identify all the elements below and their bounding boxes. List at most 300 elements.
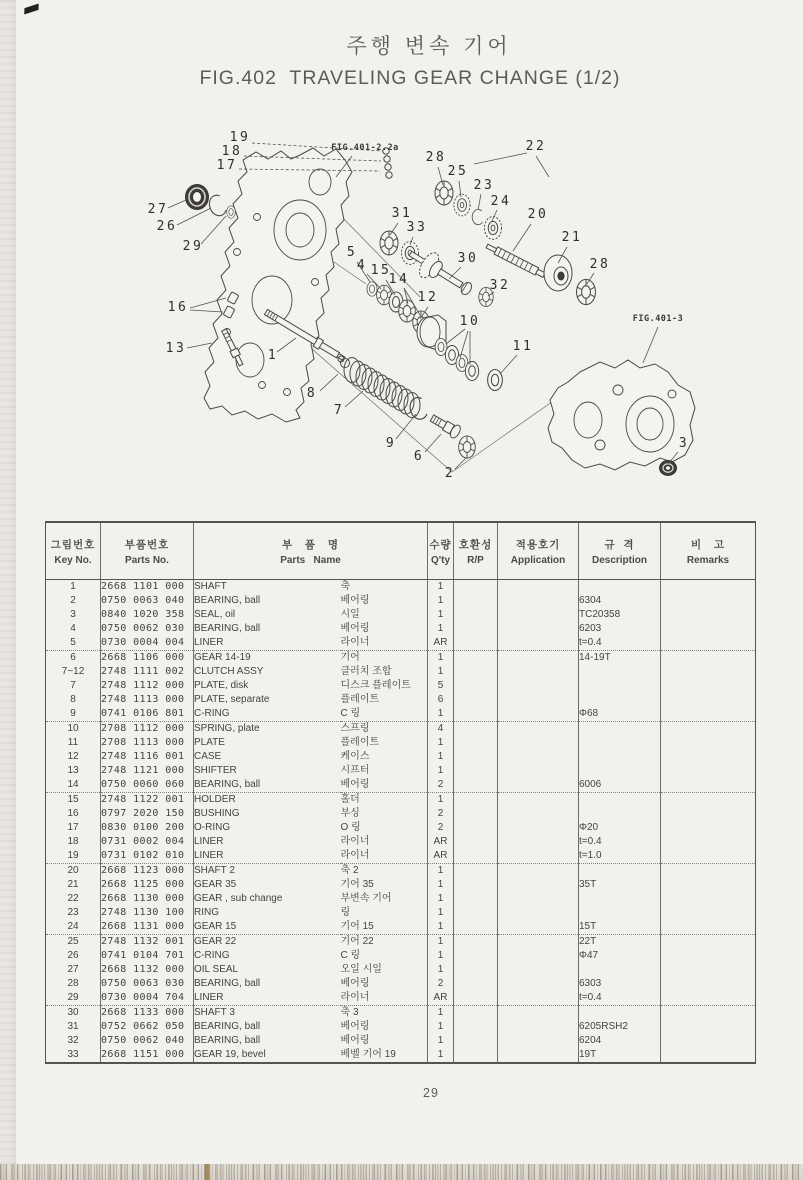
cell-description [579, 693, 661, 707]
cell-remarks [661, 636, 756, 651]
cell-application [498, 835, 579, 849]
cell-part_no: 2668 1106 000 [101, 651, 194, 666]
callout-11: 11 [512, 339, 534, 354]
table-row [46, 594, 756, 608]
cell-part_no: 0840 1020 358 [101, 608, 194, 622]
cell-part_no: 2748 1121 000 [101, 764, 194, 778]
cell-name_ko: 기어 [340, 652, 360, 663]
table-row [46, 679, 756, 693]
cell-part_no: 0797 2020 150 [101, 807, 194, 821]
cell-rp [454, 594, 498, 608]
cell-description: 6304 [579, 594, 661, 608]
cell-rp [454, 764, 498, 778]
cell-part_no: 2748 1112 000 [101, 679, 194, 693]
callout-14: 14 [388, 272, 410, 287]
cell-part_no: 0752 0662 050 [101, 1020, 194, 1034]
callout-24: 24 [490, 194, 512, 209]
cell-application [498, 651, 579, 666]
callout-21: 21 [561, 230, 583, 245]
cell-name_en: PLATE, disk [194, 679, 341, 693]
cell-name_en: BEARING, ball [194, 594, 341, 608]
cell-rp [454, 651, 498, 666]
cell-description [579, 963, 661, 977]
callout-29: 29 [182, 239, 204, 254]
cell-qty: 1 [428, 580, 454, 595]
cell-name_ko: 베어링 [340, 595, 370, 606]
cell-key: 9 [46, 707, 101, 722]
table-row [46, 750, 756, 764]
cell-key: 4 [70, 623, 76, 634]
cell-rp [454, 580, 498, 595]
part-bevel-gear-33 [401, 242, 418, 265]
cell-name_ko: 베어링 [341, 778, 428, 793]
cell-qty: 1 [428, 1048, 454, 1063]
part-gear-21 [544, 255, 572, 291]
cell-name_en: GEAR 22 [194, 935, 341, 950]
part-gear-25 [454, 194, 470, 216]
cell-name_en: O-RING [194, 821, 341, 835]
cell-remarks [661, 1006, 756, 1021]
cell-name_en: LINER [194, 991, 341, 1006]
table-row [46, 906, 756, 920]
cell-name_en: SHAFT 3 [194, 1006, 341, 1021]
cell-qty: 2 [428, 807, 454, 821]
cell-application [498, 793, 579, 808]
callout-4: 4 [356, 258, 368, 273]
parts-table-head-row [46, 522, 756, 580]
cell-application [498, 892, 579, 906]
cell-rp [454, 636, 498, 651]
column-header: 부 품 명 Parts Name [194, 522, 428, 580]
table-row [46, 622, 756, 636]
table-row [46, 1048, 756, 1063]
cell-name_ko: 시프터 [340, 765, 370, 776]
cell-part_no: 2668 1123 000 [101, 864, 194, 879]
cell-rp [454, 736, 498, 750]
cell-description: 15T [579, 920, 661, 935]
table-row [46, 1006, 756, 1021]
cell-application [498, 580, 579, 595]
cell-name_en: SHIFTER [194, 764, 341, 778]
cell-qty: 1 [428, 949, 454, 963]
cell-description [579, 807, 661, 821]
cell-remarks [661, 622, 756, 636]
cell-rp [454, 807, 498, 821]
table-row [46, 949, 756, 963]
callout-15: 15 [370, 263, 392, 278]
cell-name_en: BEARING, ball [194, 1034, 341, 1048]
cell-qty: AR [428, 636, 454, 651]
part-washer-29 [227, 206, 236, 218]
cell-key: 3 [70, 609, 76, 620]
cell-application [498, 636, 579, 651]
cell-description: 35T [579, 878, 661, 892]
cell-name_ko: 라이너 [341, 636, 428, 651]
cell-rp [454, 864, 498, 879]
cell-description: 6203 [579, 622, 661, 636]
cell-name_en: SHAFT [194, 580, 341, 595]
cell-description [579, 722, 661, 737]
cell-name_en: PLATE [194, 736, 341, 750]
cell-part_no: 0741 0106 801 [101, 707, 194, 722]
cell-remarks [661, 935, 756, 950]
cell-description [579, 892, 661, 906]
cell-name_en: BUSHING [194, 807, 341, 821]
callout-13: 13 [165, 341, 187, 356]
cell-part_no: 0750 0060 060 [101, 778, 194, 793]
cell-remarks [661, 821, 756, 835]
cell-remarks [661, 736, 756, 750]
cell-name_ko: 플레이트 [340, 694, 380, 705]
cell-application [498, 935, 579, 950]
cell-rp [454, 977, 498, 991]
cell-key: 28 [67, 978, 79, 989]
callout-23: 23 [473, 178, 495, 193]
cell-qty: 1 [428, 892, 454, 906]
callout-31: 31 [391, 206, 413, 221]
cell-key: 32 [67, 1035, 79, 1046]
cell-rp [454, 878, 498, 892]
cell-application [498, 878, 579, 892]
cell-application [498, 920, 579, 935]
cell-part_no: 2748 1111 002 [101, 665, 194, 679]
cell-rp [454, 892, 498, 906]
cell-name_en: LINER [194, 849, 341, 864]
callout-25: 25 [447, 164, 469, 179]
cell-name_en: SPRING, plate [194, 722, 341, 737]
cell-key: 22 [67, 893, 79, 904]
cell-name_en: RING [194, 906, 341, 920]
cell-key: 29 [46, 991, 101, 1006]
cell-name_ko: C 링 [340, 950, 361, 961]
table-row [46, 835, 756, 849]
cell-remarks [661, 920, 756, 935]
cell-application [498, 622, 579, 636]
cell-key: 10 [67, 723, 79, 734]
cell-application [498, 1034, 579, 1048]
cell-part_no: 2748 1113 000 [101, 693, 194, 707]
cell-remarks [661, 878, 756, 892]
callout-2: 2 [444, 466, 456, 481]
cell-remarks [661, 991, 756, 1006]
cell-application [498, 1006, 579, 1021]
cell-part_no: 0741 0104 701 [101, 949, 194, 963]
cell-part_no: 2668 1131 000 [101, 920, 194, 935]
callout-10: 10 [459, 314, 481, 329]
column-header: 비 고 Remarks [661, 522, 756, 580]
table-row [46, 991, 756, 1006]
cell-name_ko: 시일 [340, 609, 360, 620]
table-row [46, 807, 756, 821]
callout-1: 1 [267, 348, 279, 363]
cell-qty: 1 [428, 793, 454, 808]
cell-rp [454, 1048, 498, 1063]
cell-key: 27 [67, 964, 79, 975]
cell-application [498, 665, 579, 679]
table-row [46, 580, 756, 595]
cell-application [498, 963, 579, 977]
cell-part_no: 0830 0100 200 [101, 821, 194, 835]
cell-name_ko: 베어링 [340, 978, 370, 989]
cell-remarks [661, 1020, 756, 1034]
cell-name_ko: 스프링 [340, 723, 370, 734]
cell-qty: 5 [428, 679, 454, 693]
cell-qty: 2 [428, 778, 454, 793]
cell-key: 12 [67, 751, 79, 762]
cell-name_en: GEAR 14-19 [194, 651, 341, 666]
cell-description [579, 750, 661, 764]
cell-qty: 1 [428, 608, 454, 622]
cell-rp [454, 750, 498, 764]
callout-5: 5 [346, 245, 358, 260]
cell-name_ko: 케이스 [340, 751, 370, 762]
cell-key: 8 [70, 694, 76, 705]
cell-name_ko: 베어링 [340, 1021, 370, 1032]
column-header: 호환성 R/P [454, 522, 498, 580]
callout-16: 16 [167, 300, 189, 315]
cell-qty: 1 [428, 1020, 454, 1034]
cell-part_no: 0750 0063 030 [101, 977, 194, 991]
callout-18: 18 [221, 144, 243, 159]
cell-key: 14 [46, 778, 101, 793]
cell-key: 17 [67, 822, 79, 833]
cell-part_no: 0730 0004 704 [101, 991, 194, 1006]
cell-application [498, 949, 579, 963]
cell-part_no: 2748 1130 100 [101, 906, 194, 920]
cell-key: 13 [67, 765, 79, 776]
cell-description: 6006 [579, 778, 661, 793]
cell-name_ko: 플레이트 [340, 737, 380, 748]
cell-application [498, 906, 579, 920]
cell-name_ko: C 링 [341, 707, 428, 722]
cell-qty: 1 [428, 750, 454, 764]
cell-name_ko: 축 2 [340, 865, 359, 876]
cell-application [498, 1048, 579, 1063]
cell-key: 2 [70, 595, 76, 606]
cell-name_en: GEAR 19, bevel [194, 1048, 341, 1063]
table-row [46, 636, 756, 651]
cell-rp [454, 849, 498, 864]
left-housing [204, 148, 352, 422]
cell-part_no: 0731 0002 004 [101, 835, 194, 849]
cell-remarks [661, 594, 756, 608]
cell-qty: 2 [428, 977, 454, 991]
cell-rp [454, 963, 498, 977]
cell-name_en: BEARING, ball [194, 977, 341, 991]
cell-part_no: 2708 1112 000 [101, 722, 194, 737]
cell-rp [454, 665, 498, 679]
cell-rp [454, 722, 498, 737]
cell-part_no: 0730 0004 004 [101, 636, 194, 651]
cell-rp [454, 906, 498, 920]
cell-name_en: BEARING, ball [194, 1020, 341, 1034]
scan-noise-strip [0, 1164, 803, 1180]
cell-qty: 1 [428, 906, 454, 920]
callout-20: 20 [527, 207, 549, 222]
cell-name_ko: 라이너 [340, 836, 370, 847]
cell-qty: 4 [428, 722, 454, 737]
part-bearing-31 [380, 231, 398, 255]
cell-name_ko: 기어 15 [341, 920, 428, 935]
cell-rp [454, 1034, 498, 1048]
scan-streak [205, 1164, 209, 1180]
cell-key: 31 [67, 1021, 79, 1032]
callout-28: 28 [589, 257, 611, 272]
cell-key: 18 [67, 836, 79, 847]
cell-description: t=0.4 [579, 636, 661, 651]
cell-application [498, 722, 579, 737]
part-bearing-28a [435, 181, 453, 205]
cell-rp [454, 821, 498, 835]
cell-key: 6 [70, 652, 76, 663]
part-washer-10d [465, 362, 478, 381]
cell-name_en: LINER [194, 835, 341, 849]
cell-application [498, 679, 579, 693]
cell-rp [454, 608, 498, 622]
cell-qty: 1 [428, 963, 454, 977]
parts-table [45, 521, 756, 1064]
callout-26: 26 [156, 219, 178, 234]
page-title-korean: 주행 변속 기어 [346, 35, 512, 58]
cell-description: 14-19T [579, 651, 661, 666]
cell-qty: 1 [428, 736, 454, 750]
cell-qty: 1 [428, 864, 454, 879]
cell-name_en: C-RING [194, 949, 341, 963]
cell-application [498, 864, 579, 879]
cell-part_no: 2668 1101 000 [101, 580, 194, 595]
cell-name_en: GEAR 35 [194, 878, 341, 892]
cell-application [498, 821, 579, 835]
cell-key: 15 [67, 794, 79, 805]
cell-application [498, 977, 579, 991]
column-header: 적용호기 Application [498, 522, 579, 580]
cell-name_ko: 디스크 플레이트 [340, 680, 411, 691]
callout-6: 6 [413, 449, 425, 464]
table-row [46, 764, 756, 778]
cell-part_no: 2748 1122 001 [101, 793, 194, 808]
cell-name_ko: 클러치 조합 [340, 666, 392, 677]
cell-key: 21 [67, 879, 79, 890]
table-row [46, 707, 756, 722]
cell-remarks [661, 580, 756, 595]
part-bearing-2 [459, 436, 476, 458]
cell-application [498, 707, 579, 722]
cell-rp [454, 835, 498, 849]
cell-part_no: 0750 0063 040 [101, 594, 194, 608]
cell-remarks [661, 963, 756, 977]
cell-name_ko: 부싱 [340, 808, 360, 819]
table-row [46, 608, 756, 622]
cell-name_en: SHAFT 2 [194, 864, 341, 879]
cell-name_ko: 기어 35 [340, 879, 374, 890]
cell-qty: 1 [428, 594, 454, 608]
cell-rp [454, 707, 498, 722]
table-row [46, 864, 756, 879]
cell-remarks [661, 977, 756, 991]
cell-key: 1 [70, 581, 76, 592]
cell-rp [454, 793, 498, 808]
callout-7: 7 [333, 403, 345, 418]
cell-key: 25 [67, 936, 79, 947]
cell-application [498, 991, 579, 1006]
cell-part_no: 2748 1116 001 [101, 750, 194, 764]
cell-name_en: BEARING, ball [194, 622, 341, 636]
cell-part_no: 2748 1132 001 [101, 935, 194, 950]
cell-application [498, 849, 579, 864]
cell-qty: AR [428, 991, 454, 1006]
cell-name_ko: 축 3 [340, 1007, 359, 1018]
cell-remarks [661, 764, 756, 778]
cell-description: Φ68 [579, 707, 661, 722]
cell-name_ko: 홀더 [340, 794, 360, 805]
cell-name_en: SEAL, oil [194, 608, 341, 622]
cell-part_no: 2708 1113 000 [101, 736, 194, 750]
callout-12: 12 [417, 290, 439, 305]
exploded-parts-diagram [0, 0, 803, 515]
cell-rp [454, 693, 498, 707]
parts-table-section [45, 521, 755, 1064]
cell-name_ko: 라이너 [341, 849, 428, 864]
callout-28: 28 [425, 150, 447, 165]
cell-application [498, 807, 579, 821]
cell-remarks [661, 707, 756, 722]
cell-qty: 2 [428, 821, 454, 835]
cell-name_ko: 베어링 [340, 623, 370, 634]
cell-application [498, 750, 579, 764]
cell-remarks [661, 892, 756, 906]
cell-qty: 1 [428, 665, 454, 679]
cell-description: 6205RSH2 [579, 1020, 661, 1034]
cell-name_en: OIL SEAL [194, 963, 341, 977]
cell-name_ko: 베벨 기어 19 [340, 1049, 396, 1060]
callout-27: 27 [147, 202, 169, 217]
cell-remarks [661, 665, 756, 679]
table-row [46, 778, 756, 793]
cell-application [498, 736, 579, 750]
cell-application [498, 778, 579, 793]
callout-33: 33 [406, 220, 428, 235]
cell-application [498, 1020, 579, 1034]
part-washer-5 [367, 282, 377, 296]
callout-19: 19 [229, 130, 251, 145]
table-row [46, 693, 756, 707]
part-plate-11 [488, 370, 503, 391]
cell-remarks [661, 793, 756, 808]
table-row [46, 736, 756, 750]
parts-table-body [46, 580, 756, 1064]
cell-application [498, 693, 579, 707]
cell-name_ko: 축 [340, 581, 351, 592]
cell-part_no: 0731 0102 010 [101, 849, 194, 864]
cell-part_no: 0750 0062 040 [101, 1034, 194, 1048]
table-row [46, 920, 756, 935]
table-row [46, 651, 756, 666]
cell-qty: AR [428, 835, 454, 849]
cell-key: 23 [67, 907, 79, 918]
cell-name_en: C-RING [194, 707, 341, 722]
cell-remarks [661, 693, 756, 707]
table-row [46, 963, 756, 977]
cell-rp [454, 679, 498, 693]
cell-part_no: 2668 1125 000 [101, 878, 194, 892]
cell-name_ko: 기어 22 [340, 936, 374, 947]
cell-application [498, 608, 579, 622]
part-oil-seal-3 [660, 461, 677, 476]
cell-key: 5 [46, 636, 101, 651]
cell-description [579, 793, 661, 808]
page-number: 29 [423, 1086, 439, 1100]
table-row [46, 849, 756, 864]
